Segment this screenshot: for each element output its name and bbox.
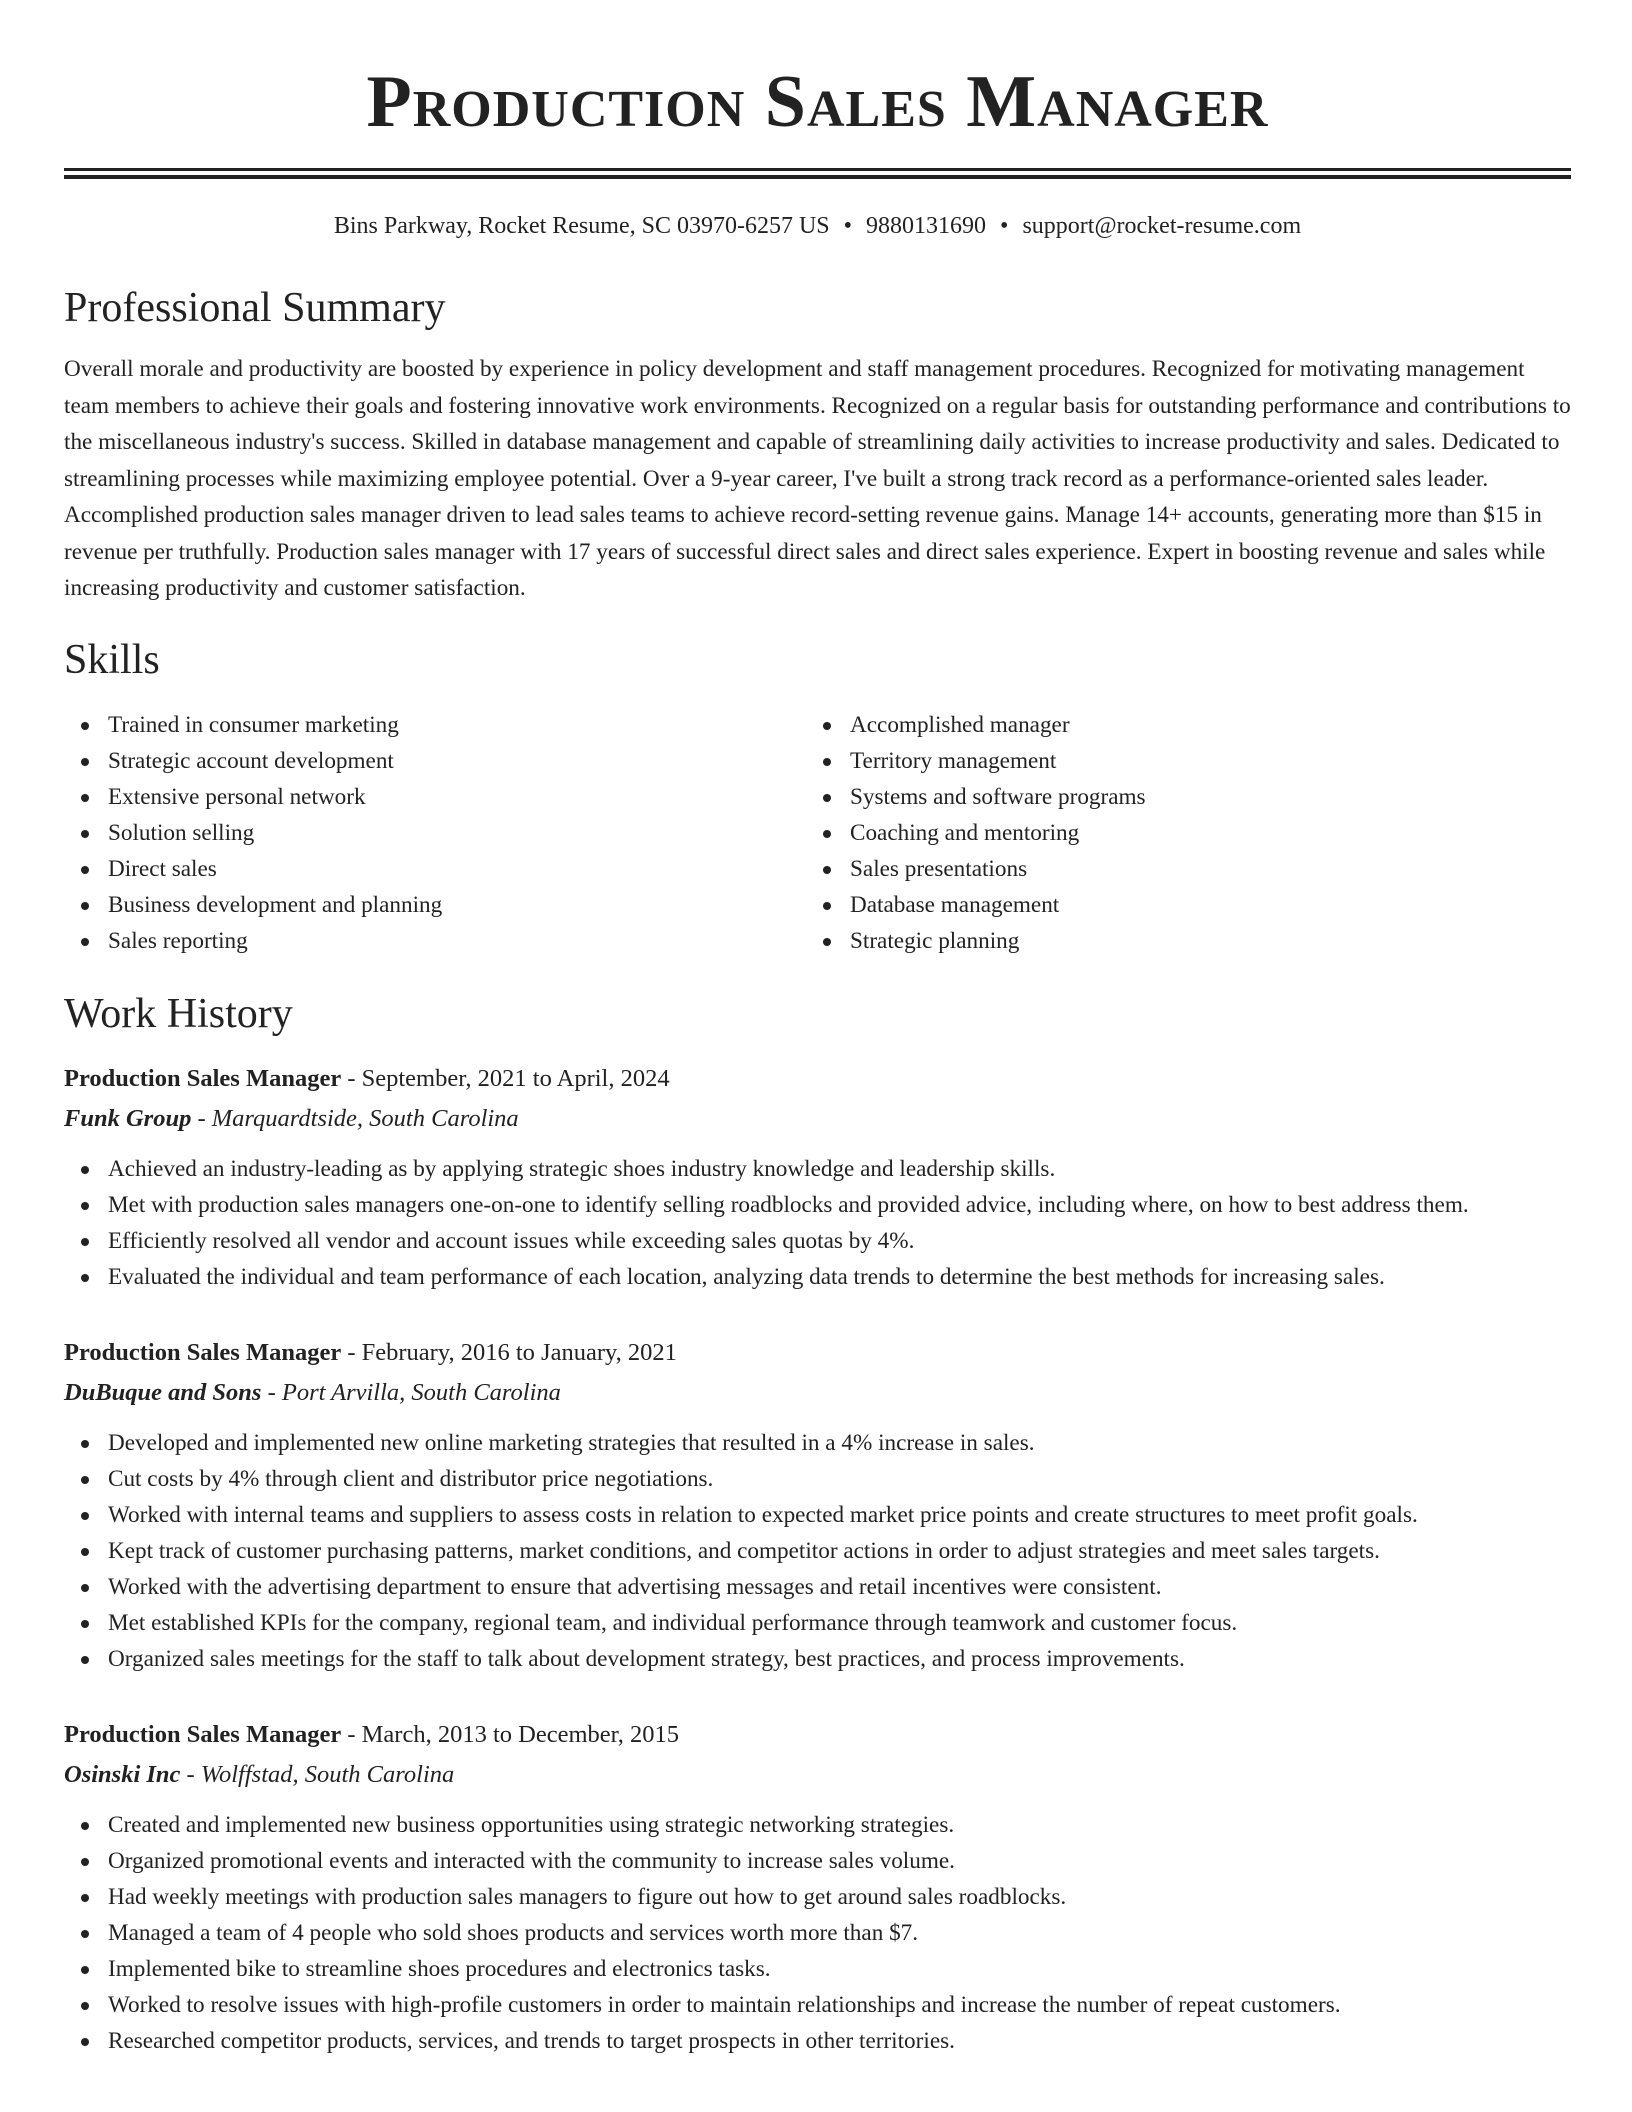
job-title: Production Sales Manager <box>64 1338 342 1366</box>
job-bullet: Organized sales meetings for the staff to talk about development strategy, best practices, and process improvements. <box>64 1641 1571 1677</box>
skills-column-left <box>64 707 806 959</box>
work-history-heading: Work History <box>64 990 293 1037</box>
header-divider <box>64 168 1571 179</box>
contact-phone: 9880131690 <box>866 213 987 239</box>
skill-item: Direct sales <box>64 851 806 887</box>
job-bullet: Achieved an industry-leading as by applying strategic shoes industry knowledge and leadership skills. <box>64 1151 1571 1187</box>
job-bullet: Worked to resolve issues with high-profile customers in order to maintain relationships and increase the number of repeat customers. <box>64 1987 1571 2023</box>
job-dates: - February, 2016 to January, 2021 <box>341 1338 677 1366</box>
skill-item: Database management <box>806 887 1548 923</box>
job-title: Production Sales Manager <box>64 1064 342 1092</box>
job-bullet: Worked with the advertising department to ensure that advertising messages and retail incentives were consistent. <box>64 1569 1571 1605</box>
job-bullet: Met with production sales managers one-on-one to identify selling roadblocks and provided advice, including where, on how to best address them. <box>64 1187 1571 1223</box>
job-bullet: Evaluated the individual and team performance of each location, analyzing data trends to determine the best methods for increasing sales. <box>64 1259 1571 1295</box>
skill-item: Sales reporting <box>64 923 806 959</box>
contact-email[interactable]: support@rocket-resume.com <box>1022 213 1302 239</box>
job-bullet: Researched competitor products, services, and trends to target prospects in other territories. <box>64 2023 1571 2059</box>
summary-text: Overall morale and productivity are boosted by experience in policy development and staff management procedures. Recognized for motivating management team members to achieve their goals and fostering innovative work environments. Recognized on a regular basis for outstanding performance and contributions to the miscellaneous industry's success. Skilled in database management and capable of streamlining daily activities to increase productivity and sales. Dedicated to streamlining processes while maximizing employee potential. Over a 9-year career, I've built a strong track record as a performance-oriented sales leader. Accomplished production sales manager driven to lead sales teams to achieve record-setting revenue gains. Manage 14+ accounts, generating more than $15 in revenue per truthfully. Production sales manager with 17 years of successful direct sales and direct sales experience. Expert in boosting revenue and sales while increasing productivity and customer satisfaction. <box>64 356 1571 601</box>
skills-list <box>64 707 1571 959</box>
job-bullet: Implemented bike to streamline shoes procedures and electronics tasks. <box>64 1951 1571 1987</box>
job-company-line <box>64 1373 1571 1413</box>
skill-item: Extensive personal network <box>64 779 806 815</box>
skill-item: Business development and planning <box>64 887 806 923</box>
job-location: - Wolffstad, South Carolina <box>180 1760 455 1788</box>
job-company: Funk Group <box>64 1104 192 1132</box>
summary-heading: Professional Summary <box>64 285 446 331</box>
job-location: - Marquardtside, South Carolina <box>191 1104 519 1132</box>
job-bullets <box>64 1807 1571 2059</box>
resume-name: Production Sales Manager <box>366 61 1269 143</box>
resume-page <box>64 0 1571 2059</box>
job-entry <box>64 1333 1571 1677</box>
job-bullets <box>64 1151 1571 1295</box>
contact-separator: • <box>843 213 853 239</box>
skill-item: Sales presentations <box>806 851 1548 887</box>
job-title: Production Sales Manager <box>64 1720 342 1748</box>
skill-item: Accomplished manager <box>806 707 1548 743</box>
skill-item: Coaching and mentoring <box>806 815 1548 851</box>
job-dates: - September, 2021 to April, 2024 <box>341 1064 670 1092</box>
contact-separator: • <box>1000 213 1009 239</box>
job-title-line <box>64 1715 1571 1755</box>
job-bullet: Organized promotional events and interacted with the community to increase sales volume. <box>64 1843 1571 1879</box>
job-bullet: Developed and implemented new online marketing strategies that resulted in a 4% increase in sales. <box>64 1425 1571 1461</box>
skill-item: Trained in consumer marketing <box>64 707 806 743</box>
skill-item: Solution selling <box>64 815 806 851</box>
job-company: Osinski Inc <box>64 1760 181 1788</box>
job-entry <box>64 1059 1571 1295</box>
job-entry <box>64 1715 1571 2059</box>
job-bullet: Managed a team of 4 people who sold shoes products and services worth more than $7. <box>64 1915 1571 1951</box>
skills-heading: Skills <box>64 636 160 683</box>
job-title-line <box>64 1059 1571 1099</box>
job-title-line <box>64 1333 1571 1373</box>
job-bullet: Cut costs by 4% through client and distributor price negotiations. <box>64 1461 1571 1497</box>
skill-item: Strategic planning <box>806 923 1548 959</box>
job-bullets <box>64 1425 1571 1677</box>
job-company-line <box>64 1099 1571 1139</box>
skill-item: Systems and software programs <box>806 779 1548 815</box>
skills-column-right <box>806 707 1548 959</box>
job-bullet: Met established KPIs for the company, regional team, and individual performance through teamwork and customer focus. <box>64 1605 1571 1641</box>
job-company-line <box>64 1755 1571 1795</box>
contact-address: Bins Parkway, Rocket Resume, SC 03970-6257 US <box>333 213 830 239</box>
job-location: - Port Arvilla, South Carolina <box>261 1378 561 1406</box>
job-bullet: Created and implemented new business opportunities using strategic networking strategies. <box>64 1807 1571 1843</box>
skill-item: Territory management <box>806 743 1548 779</box>
job-bullet: Had weekly meetings with production sales managers to figure out how to get around sales roadblocks. <box>64 1879 1571 1915</box>
job-company: DuBuque and Sons <box>64 1378 262 1406</box>
skill-item: Strategic account development <box>64 743 806 779</box>
job-bullet: Worked with internal teams and suppliers to assess costs in relation to expected market price points and create structures to meet profit goals. <box>64 1497 1571 1533</box>
job-dates: - March, 2013 to December, 2015 <box>341 1720 680 1748</box>
contact-line <box>64 211 1571 241</box>
job-bullet: Efficiently resolved all vendor and account issues while exceeding sales quotas by 4%. <box>64 1223 1571 1259</box>
job-bullet: Kept track of customer purchasing patterns, market conditions, and competitor actions in order to adjust strategies and meet sales targets. <box>64 1533 1571 1569</box>
